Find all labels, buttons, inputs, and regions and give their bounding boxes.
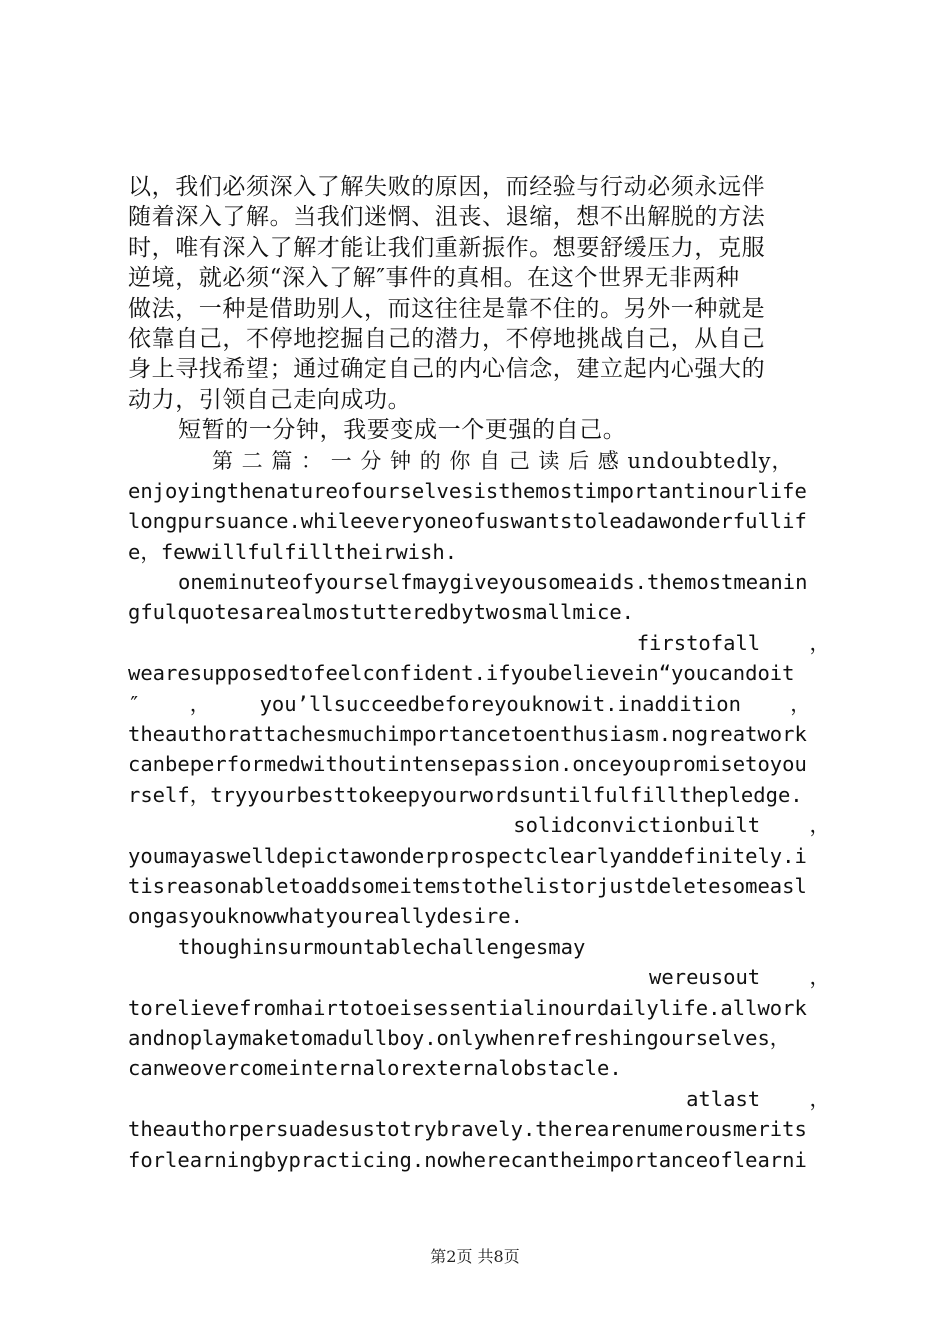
text-line: ongasyouknowwhatyoureallydesire. (128, 904, 523, 929)
text-line: longpursuance.whileeveryoneofuswantstoleadawonderfullif (128, 509, 807, 534)
text-line: forlearningbypracticing.nowherecantheimportanceoflearni (128, 1147, 807, 1172)
text-line: andnoplaymaketomadullboy.onlywhenrefreshingourselves， (128, 1025, 791, 1050)
text-line: oneminuteofyourselfmaygiveyousomeaids.themostmeanin (178, 570, 808, 595)
page-number-footer: 第2页 共8页 (430, 1247, 520, 1266)
text-line: gfulquotesarealmostutteredbytwosmallmice. (128, 600, 635, 625)
text-line: thoughinsurmountablechallengesmay (178, 934, 586, 959)
text-line: tisreasonabletoaddsomeitemstothelistorjustdeletesomeasl (128, 873, 807, 898)
section-heading-line: 第 二 篇 ： 一 分 钟 的 你 自 己 读 后 感 undoubtedly， (212, 448, 794, 473)
text-line: atlast ， (686, 1086, 830, 1111)
text-line: 依靠自己，不停地挖掘自己的潜力，不停地挑战自己，从自己 (128, 325, 766, 352)
text-line: torelievefromhairtotoeisessentialinourdailylife.allwork (128, 995, 807, 1020)
text-line: 动力，引领自己走向成功。 (128, 386, 412, 413)
document-body (128, 172, 830, 1175)
text-line: theauthorattachesmuchimportancetoenthusiasm.nogreatwork (128, 722, 807, 747)
text-line: youmayaswelldepictawonderprospectclearlyanddefinitely.i (128, 843, 807, 868)
text-line: canweovercomeinternalorexternalobstacle. (128, 1056, 622, 1081)
text-line: wereusout ， (649, 965, 830, 990)
text-line: theauthorpersuadesustotrybravely.therearenumerousmerits (128, 1117, 807, 1142)
text-line: solidconvictionbuilt ， (513, 813, 830, 838)
text-line: enjoyingthenatureofourselvesisthemostimportantinourlife (128, 478, 807, 503)
text-line: 逆境，就必须“深入了解″事件的真相。在这个世界无非两种 (128, 265, 740, 292)
text-line: 以，我们必须深入了解失败的原因，而经验与行动必须永远伴 (128, 174, 766, 200)
text-line: firstofall ， (636, 630, 830, 655)
text-line: canbeperformedwithoutintensepassion.onceyoupromisetoyou (128, 752, 807, 777)
text-line: 随着深入了解。当我们迷惘、沮丧、退缩，想不出解脱的方法 (128, 204, 766, 231)
text-line: 时，唯有深入了解才能让我们重新振作。想要舒缓压力，克服 (128, 234, 766, 261)
text-line: 做法，一种是借助别人，而这往往是靠不住的。另外一种就是 (128, 295, 766, 322)
text-line: ″ ， you’llsucceedbeforeyouknowit.inaddition ， (128, 691, 811, 716)
text-line: 短暂的一分钟，我要变成一个更强的自己。 (178, 417, 627, 444)
text-line: 身上寻找希望；通过确定自己的内心信念，建立起内心强大的 (128, 356, 766, 383)
text-line: wearesupposedtofeelconfident.ifyoubelievein“youcandoit (128, 661, 795, 686)
text-line: rself，tryyourbesttokeepyourwordsuntilfulfillthepledge. (128, 782, 803, 807)
text-line: e，fewwillfulfilltheirwish. (128, 539, 458, 564)
